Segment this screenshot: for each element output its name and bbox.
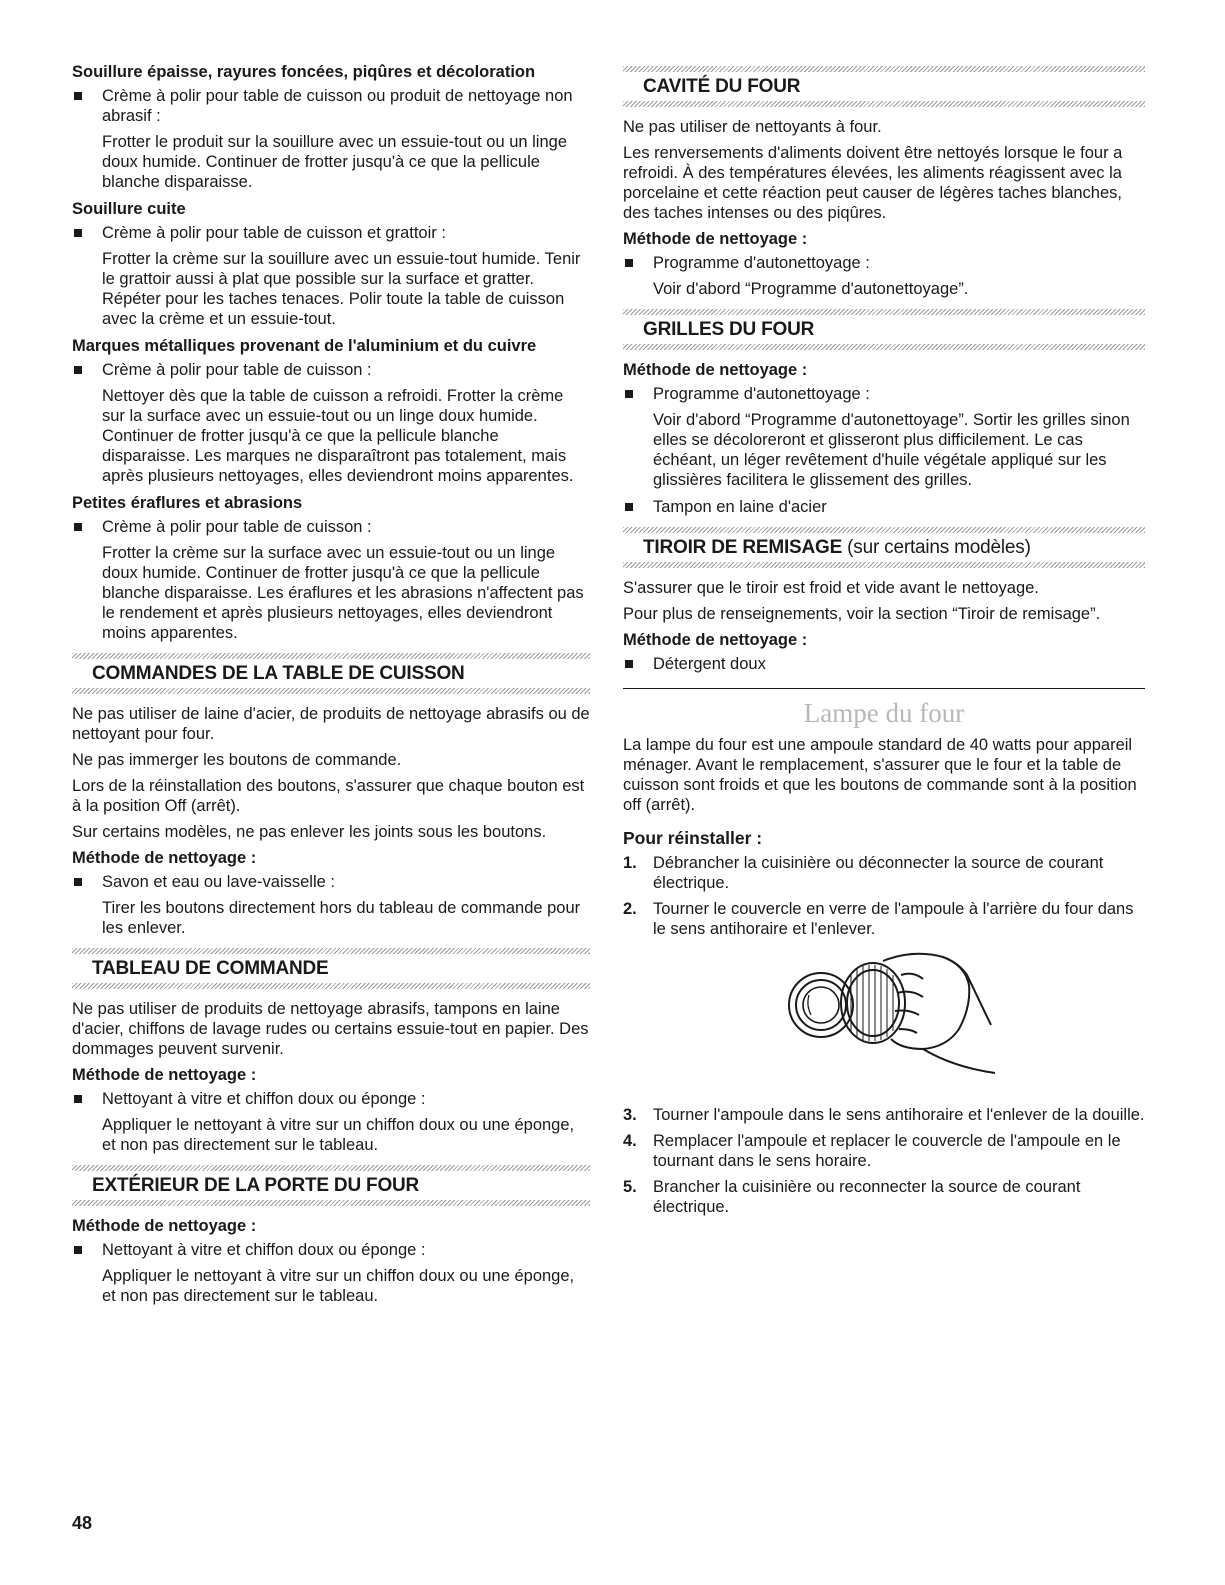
bullet-item: Détergent doux bbox=[623, 654, 1145, 674]
instruction-text: Frotter le produit sur la souillure avec un essuie-tout ou un linge doux humide. Continuer de frotter jusqu'à ce que la pellicule blanche disparaisse. bbox=[102, 133, 568, 191]
hatch-divider bbox=[72, 688, 590, 694]
step-text: Tourner l'ampoule dans le sens antihoraire et l'enlever de la douille. bbox=[653, 1106, 1145, 1124]
step-number: 5. bbox=[623, 1178, 637, 1196]
hatch-divider bbox=[623, 344, 1145, 350]
section-band-oven-racks bbox=[623, 309, 1145, 350]
step-text: Débrancher la cuisinière ou déconnecter la source de courant électrique. bbox=[653, 854, 1104, 892]
bullet-item: Programme d'autonettoyage : bbox=[623, 384, 1145, 404]
section-title bbox=[623, 533, 1145, 562]
step-text: Tourner le couvercle en verre de l'ampoule à l'arrière du four dans le sens antihoraire et l'enlever. bbox=[653, 900, 1134, 938]
page-number: 48 bbox=[72, 1513, 93, 1533]
method-heading: Méthode de nettoyage : bbox=[623, 230, 808, 248]
subheading: Souillure épaisse, rayures foncées, piqûres et décoloration bbox=[72, 63, 536, 81]
instruction-text: Appliquer le nettoyant à vitre sur un chiffon doux ou une éponge, et non pas directement sur le tableau. bbox=[102, 1116, 575, 1154]
section-title-main: TIROIR DE REMISAGE bbox=[643, 537, 843, 558]
step-number: 4. bbox=[623, 1132, 637, 1150]
section-title: COMMANDES DE LA TABLE DE CUISSON bbox=[92, 663, 465, 684]
paragraph: Pour plus de renseignements, voir la section “Tiroir de remisage”. bbox=[623, 605, 1101, 623]
instruction-text: Tirer les boutons directement hors du tableau de commande pour les enlever. bbox=[102, 899, 581, 937]
paragraph: Ne pas utiliser de produits de nettoyage abrasifs, tampons en laine d'acier, chiffons de lavage rudes ou certains essuie-tout en papier. Des dommages peuvent survenir. bbox=[72, 1000, 589, 1058]
bullet-item: Nettoyant à vitre et chiffon doux ou éponge : bbox=[72, 1240, 590, 1260]
section-band-cooktop-controls bbox=[72, 653, 590, 694]
right-column bbox=[623, 66, 1145, 1223]
hand-unscrewing-lamp-cover-icon bbox=[773, 945, 1003, 1095]
step-text: Brancher la cuisinière ou reconnecter la source de courant électrique. bbox=[653, 1178, 1081, 1216]
step-item bbox=[623, 1131, 1145, 1171]
bullet-item: Nettoyant à vitre et chiffon doux ou éponge : bbox=[72, 1089, 590, 1109]
step-item bbox=[623, 1105, 1145, 1125]
hatch-divider bbox=[72, 1200, 590, 1206]
method-heading: Méthode de nettoyage : bbox=[623, 631, 808, 649]
section-title: EXTÉRIEUR DE LA PORTE DU FOUR bbox=[92, 1175, 420, 1196]
section-band-oven-cavity bbox=[623, 66, 1145, 107]
step-item bbox=[623, 899, 1145, 939]
step-number: 3. bbox=[623, 1106, 637, 1124]
bullet-item: Crème à polir pour table de cuisson et grattoir : bbox=[72, 223, 590, 243]
hatch-divider bbox=[623, 101, 1145, 107]
paragraph: Sur certains modèles, ne pas enlever les joints sous les boutons. bbox=[72, 823, 547, 841]
method-heading: Méthode de nettoyage : bbox=[72, 1217, 257, 1235]
reinstall-heading: Pour réinstaller : bbox=[623, 828, 763, 848]
instruction-text: Voir d'abord “Programme d'autonettoyage”. bbox=[653, 280, 969, 298]
paragraph: Ne pas utiliser de nettoyants à four. bbox=[623, 118, 882, 136]
bullet-item: Crème à polir pour table de cuisson : bbox=[72, 517, 590, 537]
bullet-item: Programme d'autonettoyage : bbox=[623, 253, 1145, 273]
paragraph: Lors de la réinstallation des boutons, s'assurer que chaque bouton est à la position Off (arrêt). bbox=[72, 777, 585, 815]
paragraph: Les renversements d'aliments doivent être nettoyés lorsque le four a refroidi. À des températures élevées, les aliments réagissent avec la porcelaine et cette réaction peut causer de légères taches blanches, des taches intenses ou des piqûres. bbox=[623, 144, 1123, 222]
section-band-oven-door-exterior bbox=[72, 1165, 590, 1206]
section-band-control-panel bbox=[72, 948, 590, 989]
lamp-section-title: Lampe du four bbox=[803, 698, 965, 728]
instruction-text: Appliquer le nettoyant à vitre sur un chiffon doux ou une éponge, et non pas directement sur le tableau. bbox=[102, 1267, 575, 1305]
section-title: GRILLES DU FOUR bbox=[643, 319, 815, 340]
paragraph: Ne pas immerger les boutons de commande. bbox=[72, 751, 402, 769]
method-heading: Méthode de nettoyage : bbox=[72, 1066, 257, 1084]
step-item bbox=[623, 853, 1145, 893]
section-title: TABLEAU DE COMMANDE bbox=[92, 958, 329, 979]
lamp-illustration bbox=[623, 945, 1145, 1105]
paragraph: Ne pas utiliser de laine d'acier, de produits de nettoyage abrasifs ou de nettoyant pour four. bbox=[72, 705, 590, 743]
step-text: Remplacer l'ampoule et replacer le couvercle de l'ampoule en le tournant dans le sens horaire. bbox=[653, 1132, 1121, 1170]
hatch-divider bbox=[72, 983, 590, 989]
step-number: 1. bbox=[623, 854, 637, 872]
bullet-item: Tampon en laine d'acier bbox=[623, 497, 1145, 517]
subheading: Petites éraflures et abrasions bbox=[72, 494, 303, 512]
bullet-item: Crème à polir pour table de cuisson : bbox=[72, 360, 590, 380]
step-number: 2. bbox=[623, 900, 637, 918]
instruction-text: Voir d'abord “Programme d'autonettoyage”. Sortir les grilles sinon elles se décoloreront et glisseront plus difficilement. Le cas échéant, un léger revêtement d'huile végétale appliqué sur les glissières facilitera le glissement des grilles. bbox=[653, 411, 1130, 489]
instruction-text: Frotter la crème sur la souillure avec un essuie-tout humide. Tenir le grattoir aussi à plat que possible sur la surface et gratter. Répéter pour les taches tenaces. Polir toute la table de cuisson avec la crème et un essuie-tout. bbox=[102, 250, 581, 328]
instruction-text: Nettoyer dès que la table de cuisson a refroidi. Frotter la crème sur la surface avec un essuie-tout ou un linge doux humide. Continuer de frotter jusqu'à ce que la pellicule blanche disparaisse. Les marques ne disparaîtront pas totalement, mais après plusieurs nettoyages, elles deviendront moins apparentes. bbox=[102, 387, 574, 485]
subheading: Marques métalliques provenant de l'aluminium et du cuivre bbox=[72, 337, 537, 355]
method-heading: Méthode de nettoyage : bbox=[623, 361, 808, 379]
hatch-divider bbox=[623, 562, 1145, 568]
instruction-text: Frotter la crème sur la surface avec un essuie-tout ou un linge doux humide. Continuer de frotter jusqu'à ce que la pellicule blanche disparaisse. Les éraflures et les abrasions n'affectent pas le rendement et après plusieurs nettoyages, elles deviendront moins apparentes. bbox=[102, 544, 584, 642]
section-band-storage-drawer bbox=[623, 527, 1145, 568]
section-title: CAVITÉ DU FOUR bbox=[643, 76, 801, 97]
paragraph: S'assurer que le tiroir est froid et vide avant le nettoyage. bbox=[623, 579, 1039, 597]
bullet-item: Savon et eau ou lave-vaisselle : bbox=[72, 872, 590, 892]
paragraph: La lampe du four est une ampoule standard de 40 watts pour appareil ménager. Avant le remplacement, s'assurer que le four et la table de cuisson sont froids et que les boutons de commande sont à la position off (arrêt). bbox=[623, 736, 1137, 814]
section-title-suffix: (sur certains modèles) bbox=[842, 537, 1031, 558]
subheading: Souillure cuite bbox=[72, 200, 186, 218]
step-item bbox=[623, 1177, 1145, 1217]
bullet-item: Crème à polir pour table de cuisson ou produit de nettoyage non abrasif : bbox=[72, 86, 590, 126]
method-heading: Méthode de nettoyage : bbox=[72, 849, 257, 867]
left-column bbox=[72, 62, 590, 1313]
horizontal-rule bbox=[623, 688, 1145, 689]
